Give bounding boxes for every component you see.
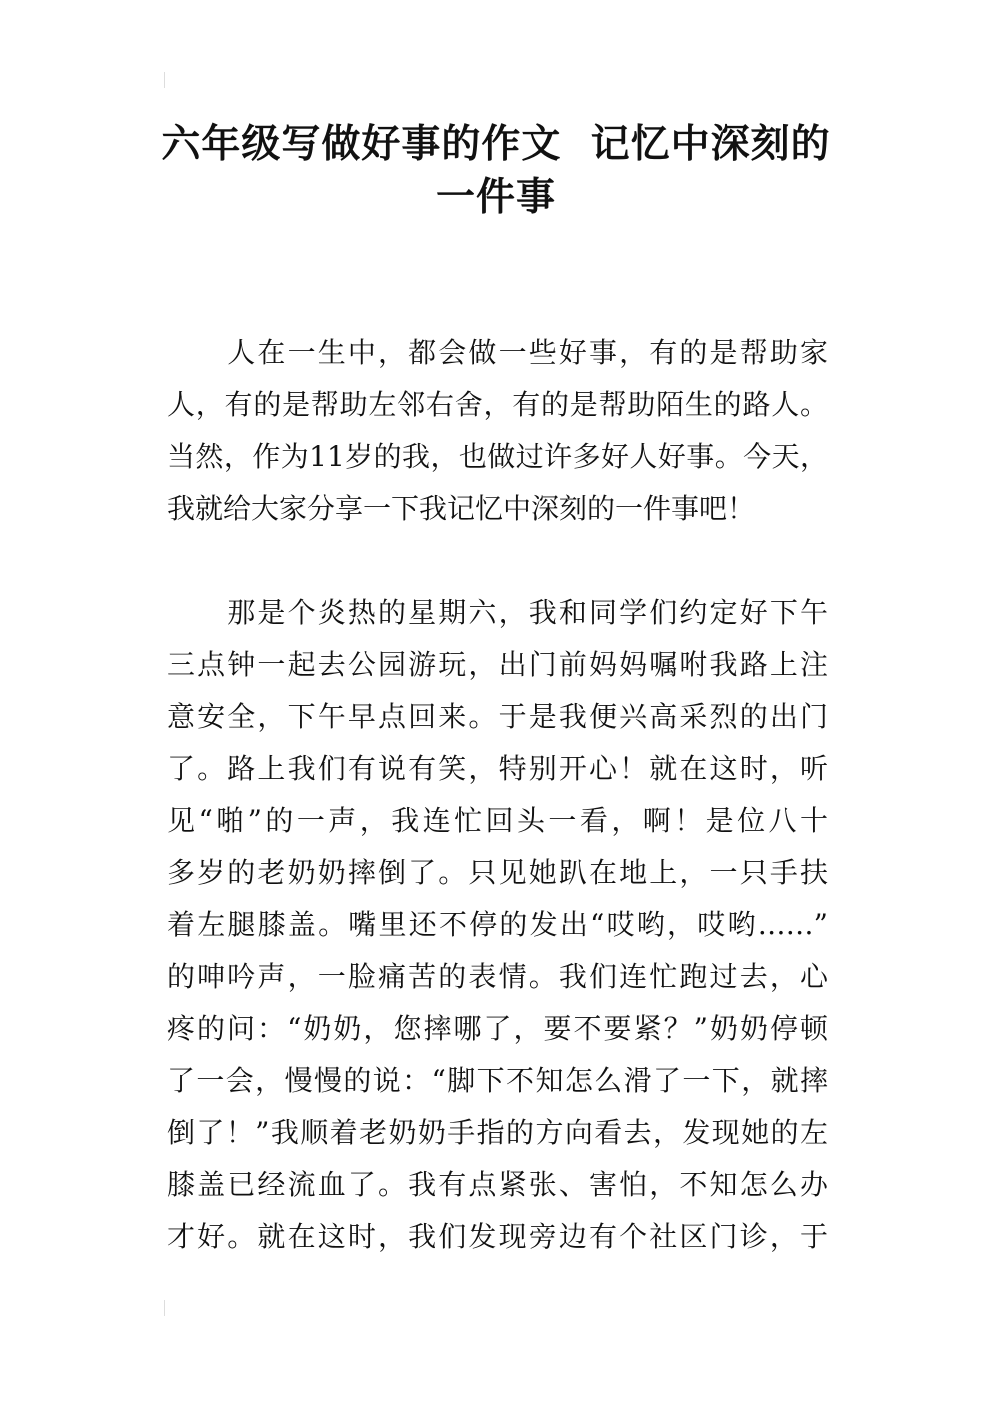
text-line: 那是个炎热的星期六，我和同学们约定好下午 [167, 596, 828, 629]
document-title [160, 118, 832, 224]
text-line: 意安全，下午早点回来。于是我便兴高采烈的出门 [167, 700, 828, 733]
text-line: 才好。就在这时，我们发现旁边有个社区门诊，于 [167, 1220, 828, 1253]
text-line: 当然，作为11岁的我，也做过许多好人好事。今天， [167, 440, 828, 473]
text-line: 人，有的是帮助左邻右舍，有的是帮助陌生的路人。 [167, 388, 828, 421]
text-line: 了一会，慢慢的说：“脚下不知怎么滑了一下，就摔 [167, 1064, 828, 1097]
page-margin-mark [164, 1300, 165, 1316]
text-line: 了。路上我们有说有笑，特别开心！就在这时，听 [167, 752, 828, 785]
text-line: 着左腿膝盖。嘴里还不停的发出“哎哟，哎哟……” [167, 908, 828, 941]
text-line: 膝盖已经流血了。我有点紧张、害怕，不知怎么办 [167, 1168, 828, 1201]
text-line: 疼的问：“奶奶，您摔哪了，要不要紧？”奶奶停顿 [167, 1012, 828, 1045]
text-line: 多岁的老奶奶摔倒了。只见她趴在地上，一只手扶 [167, 856, 828, 889]
title-line: 一件事 [435, 175, 556, 220]
title-line: 六年级写做好事的作文 记忆中深刻的 [161, 122, 831, 167]
text-line: 人在一生中，都会做一些好事，有的是帮助家 [167, 336, 828, 369]
text-line: 的呻吟声，一脸痛苦的表情。我们连忙跑过去，心 [167, 960, 828, 993]
paragraph-story [167, 587, 828, 1263]
text-line: 我就给大家分享一下我记忆中深刻的一件事吧！ [167, 492, 756, 525]
text-line: 三点钟一起去公园游玩，出门前妈妈嘱咐我路上注 [167, 648, 828, 681]
text-line: 见“啪”的一声，我连忙回头一看，啊！是位八十 [167, 804, 828, 837]
paragraph-intro [167, 327, 828, 535]
page-margin-mark [164, 72, 165, 88]
text-line: 倒了！”我顺着老奶奶手指的方向看去，发现她的左 [167, 1116, 828, 1149]
